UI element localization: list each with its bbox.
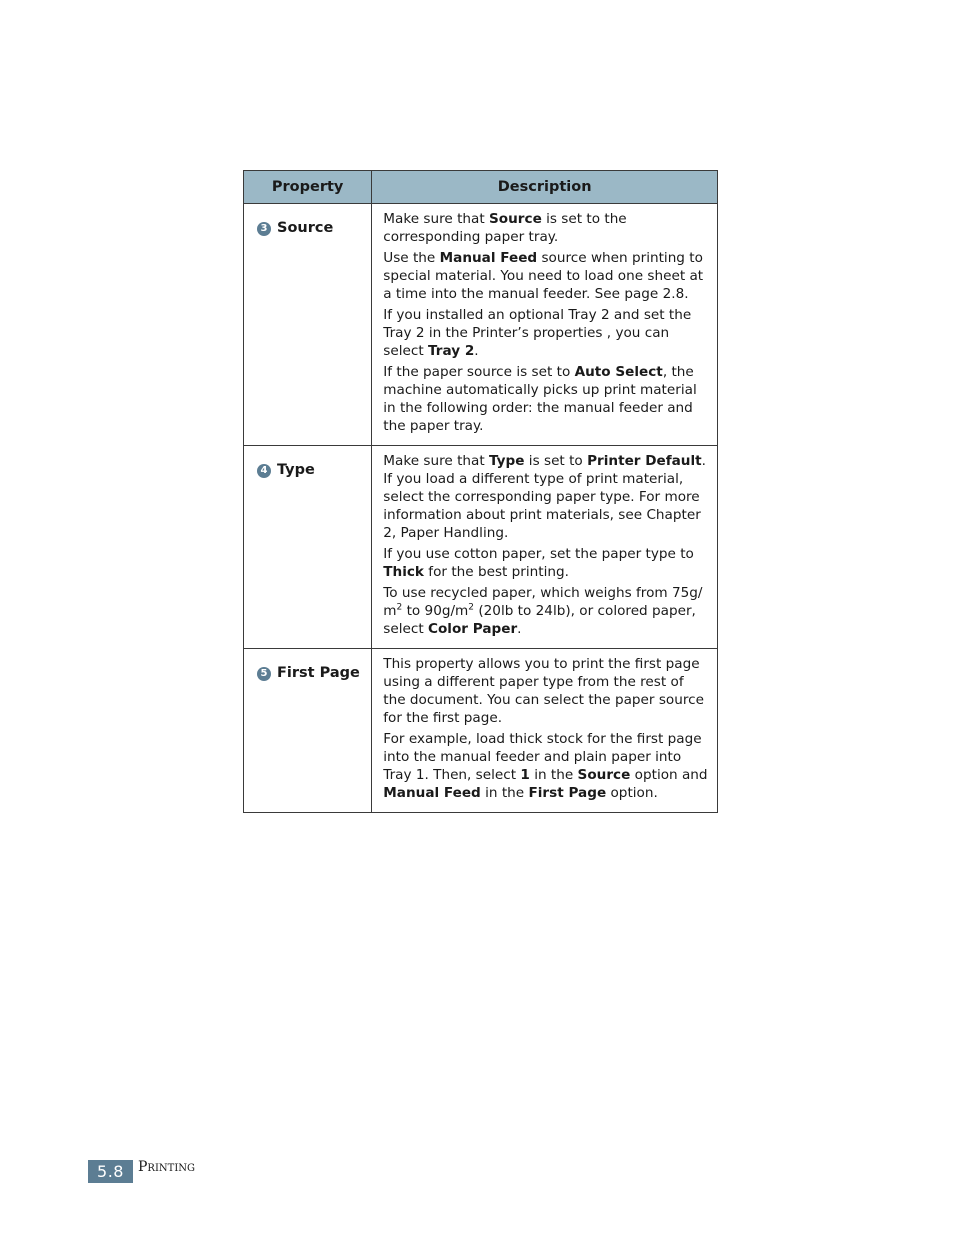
property-cell [244,446,372,649]
bold-term: Color Paper [427,621,518,637]
step-number-icon: 4 [257,464,271,478]
bold-term: Source [489,211,542,227]
description-cell [372,649,718,813]
text-run: . If you load a different type of print material, select the corresponding paper type. For more information about print materials, see Chapter 2, Paper Handling. [383,453,706,541]
text-run: To use recycled paper, which weighs from 75g/ m [383,585,703,619]
step-number-icon: 5 [257,667,271,681]
description-paragraph [383,584,709,638]
text-run: For example, load thick stock for the first page into the manual feeder and plain paper into Tray 1. Then, select [383,731,702,783]
text-run: Make sure that [383,211,489,227]
text-run: to 90g/m [402,603,469,619]
text-run: source when printing to special material. You need to load one sheet at a time into the manual feeder. See page 2.8. [383,250,704,302]
text-run: in the [480,785,529,801]
text-run: If the paper source is set to [383,364,575,380]
table-row [244,446,718,649]
bold-term: Tray 2 [427,343,475,359]
bold-term: Printer Default [587,453,702,469]
text-run: If you use cotton paper, set the paper type to [383,546,694,562]
superscript: 2 [468,602,475,613]
text-run: (20lb to 24lb), or colored paper, select [383,603,696,637]
bold-term: Thick [383,564,424,580]
text-run: is set to [524,453,588,469]
bold-term: Source [577,767,631,783]
superscript: 2 [396,602,403,613]
property-cell [244,649,372,813]
table-row [244,204,718,446]
table-body [244,204,718,813]
text-run: This property allows you to print the first page using a different paper type from the rest of the document. You can select the paper source for the first page. [383,656,704,726]
bold-term: Manual Feed [439,250,538,266]
description-paragraph [383,452,709,542]
chapter-name: Printing [138,1159,196,1175]
bold-term: Manual Feed [383,785,481,801]
text-run: Make sure that [383,453,489,469]
text-run: , the machine automatically picks up print material in the following order: the manual feeder and the paper tray. [383,364,697,434]
description-paragraph [383,210,709,246]
property-column-header: Property [244,171,372,204]
page-footer [88,1159,195,1183]
text-run: If you installed an optional Tray 2 and set the Tray 2 in the Printer’s properties , you can select [383,307,692,359]
bold-term: 1 [520,767,530,783]
text-run: option. [606,785,658,801]
step-number-icon: 3 [257,222,271,236]
property-cell [244,204,372,446]
table-header-row [244,171,718,204]
bold-term: First Page [528,785,607,801]
text-run: . [474,343,479,359]
property-name: Type [277,462,315,478]
description-paragraph [383,249,709,303]
description-paragraph [383,545,709,581]
description-paragraph [383,363,709,435]
text-run: for the best printing. [423,564,569,580]
text-run: in the [529,767,578,783]
description-paragraph [383,730,709,802]
description-cell [372,204,718,446]
page-number: 5.8 [88,1160,133,1183]
table-row [244,649,718,813]
description-cell [372,446,718,649]
text-run: option and [630,767,708,783]
property-name: First Page [277,665,360,681]
description-paragraph [383,306,709,360]
text-run: . [517,621,522,637]
description-paragraph [383,655,709,727]
description-column-header: Description [372,171,718,204]
text-run: Use the [383,250,440,266]
property-table [243,170,718,813]
text-run: is set to the corresponding paper tray. [383,211,627,245]
bold-term: Auto Select [574,364,663,380]
property-name: Source [277,220,334,236]
bold-term: Type [489,453,525,469]
